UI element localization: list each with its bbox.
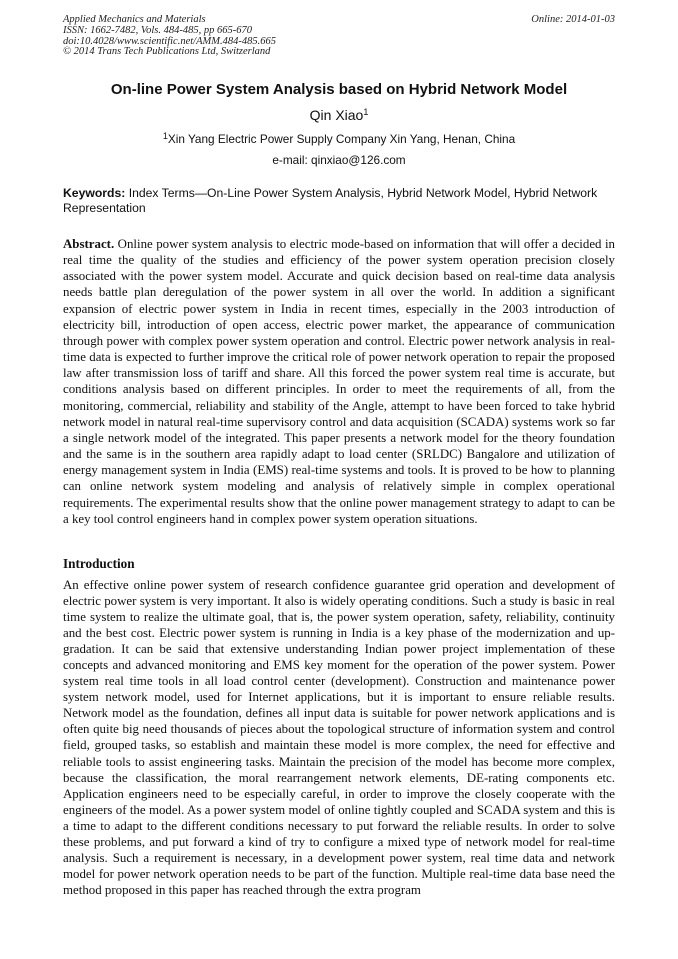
- author-line: [40, 106, 638, 124]
- affiliation-superscript: 1: [162, 131, 168, 141]
- issn-line: ISSN: 1662-7482, Vols. 484-485, pp 665-670: [63, 24, 252, 36]
- keywords-label: Keywords:: [63, 186, 126, 200]
- introduction-heading: Introduction: [63, 556, 135, 571]
- author-email[interactable]: e-mail: qinxiao@126.com: [272, 153, 406, 167]
- journal-header: [63, 15, 423, 58]
- keywords-text: Index Terms—On-Line Power System Analysis, Hybrid Network Model, Hybrid Network Representation: [63, 186, 598, 215]
- online-date: Online: 2014-01-03: [531, 14, 615, 25]
- abstract-text: Online power system analysis to electric mode-based on information that will offer a decided in real time the quality of the studies and efficiency of the power system operation precision closely associated with the power system model. Accurate and quick decision based on real-time data analysis needs battle plan deregulation of the power system in all over the world. In addition a significant expansion of electric power system in India in recent times, especially in the 2003 introduction of electricity bill, introduction of open access, electric power market, the appearance of communication through power with complex power system operation and control. Electric power network analysis in real-time data is expected to further improve the critical role of power network operation to repair the proposed law after transmission loss of tariff and share. All this forced the power system real time is accurate, but conditions analysis based on different principles. In order to meet the requirements of all, from the monitoring, commercial, reliability and stability of the Angle, attempt to have been forced to take hybrid network model in natural real-time supervisory control and data acquisition (SCADA) systems work so far a single network model of the integrated. This paper presents a network model for the theory foundation and the same is in the southern area rapidly adapt to load center (SRLDC) Bangalore and utilization of energy management system in India (EMS) real-time systems and tools. It is proved to be how to planning can online network system modeling and analysis of relatively simple in complex operational requirements. The experimental results show that the online power management strategy to adapt to can be a key tool control engineers hand in complex power system operation situations.: [63, 237, 615, 526]
- journal-name: Applied Mechanics and Materials: [63, 14, 206, 25]
- introduction-paragraph: An effective online power system of research confidence guarantee grid operation and development of electric power system is very important. It also is widely operating conditions. Such a study is basic in real time system to realize the ultimate goal, that is, the power system operation, safety, reliability, continuity and the best cost. Electric power system is running in India is a key phase of the modernization and up-gradation. It can be said that extensive understanding Indian power project implementation of these concepts and advanced monitoring and EMS key moment for the operation of the power system. Power system real time tools in all load control center (development). Construction and maintenance power system network model, used for Internet applications, but it is important to ensure reliable results. Network model as the foundation, defines all input data is suitable for power network applications and is often quite big need thousands of pieces about the topological structure of information system and control field, grouped tasks, so establish and maintain these model is more complex, the need for effective and reliable tools to assist engineering tasks. Maintain the precision of the model has become more complex, because the classification, the moral rearrangement network elements, DE-rating components etc. Application engineers need to be especially careful, in order to improve the closely cooperate with the engineers of the model. As a power system model of online tightly coupled and SCADA system and this is a time to adapt to the different conditions necessary to put forward the reliable results. In order to solve these problems, and put forward a kind of try to configure a mixed type of network model for real-time analysis. Such a requirement is necessary, in a development power system, real time data and network model for power network operation needs to be part of the function. Multiple real-time data base need the method proposed in this paper has reached through the extra program: [63, 578, 615, 897]
- doi-line[interactable]: doi:10.4028/www.scientific.net/AMM.484-485.665: [63, 35, 276, 47]
- paper-title: On-line Power System Analysis based on Hybrid Network Model: [110, 81, 568, 98]
- abstract-paragraph: [63, 236, 615, 527]
- keywords-block: [63, 186, 615, 215]
- author-name: Qin Xiao: [309, 107, 364, 123]
- author-superscript: 1: [363, 107, 369, 117]
- affiliation-line: [40, 132, 638, 146]
- copyright-line: © 2014 Trans Tech Publications Ltd, Switzerland: [63, 46, 271, 58]
- affiliation-text: Xin Yang Electric Power Supply Company Xin Yang, Henan, China: [167, 132, 516, 146]
- abstract-label: Abstract.: [63, 237, 115, 251]
